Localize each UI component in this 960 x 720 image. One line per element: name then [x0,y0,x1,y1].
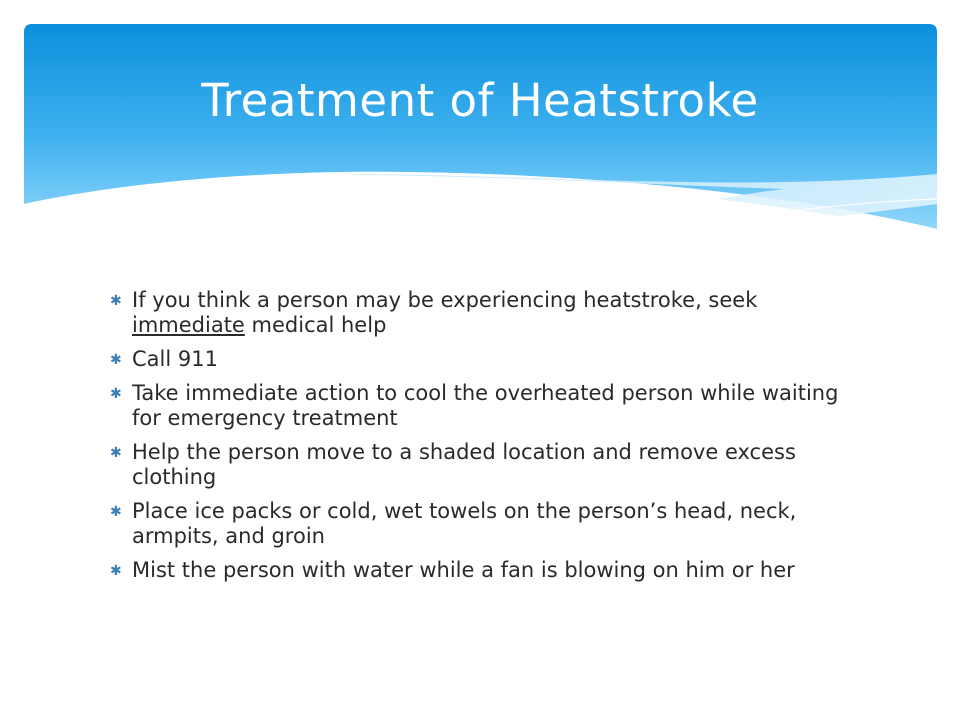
list-item [110,347,850,372]
slide-title: Treatment of Heatstroke [201,74,759,127]
asterisk-bullet-icon: ✱ [110,563,122,579]
list-item [110,558,850,583]
list-item [110,440,850,490]
bullet-text: Call 911 [132,347,218,371]
list-item [110,288,850,338]
header-band [24,24,937,264]
list-item [110,381,850,431]
bullet-text: Help the person move to a shaded location and remove excess clothing [132,440,796,489]
list-item [110,499,850,549]
asterisk-bullet-icon: ✱ [110,352,122,368]
asterisk-bullet-icon: ✱ [110,445,122,461]
bullet-emphasis: immediate [132,313,245,337]
header-wave-graphic [24,24,937,264]
bullet-text: Place ice packs or cold, wet towels on the person’s head, neck, armpits, and groin [132,499,797,548]
bullet-text: medical help [244,313,387,337]
asterisk-bullet-icon: ✱ [110,293,122,309]
bullet-text: Take immediate action to cool the overheated person while waiting for emergency treatment [132,381,839,430]
bullet-text: If you think a person may be experiencing heatstroke, seek [132,288,758,312]
asterisk-bullet-icon: ✱ [110,504,122,520]
bullet-list [110,288,850,592]
asterisk-bullet-icon: ✱ [110,386,122,402]
bullet-text: Mist the person with water while a fan is blowing on him or her [132,558,795,582]
